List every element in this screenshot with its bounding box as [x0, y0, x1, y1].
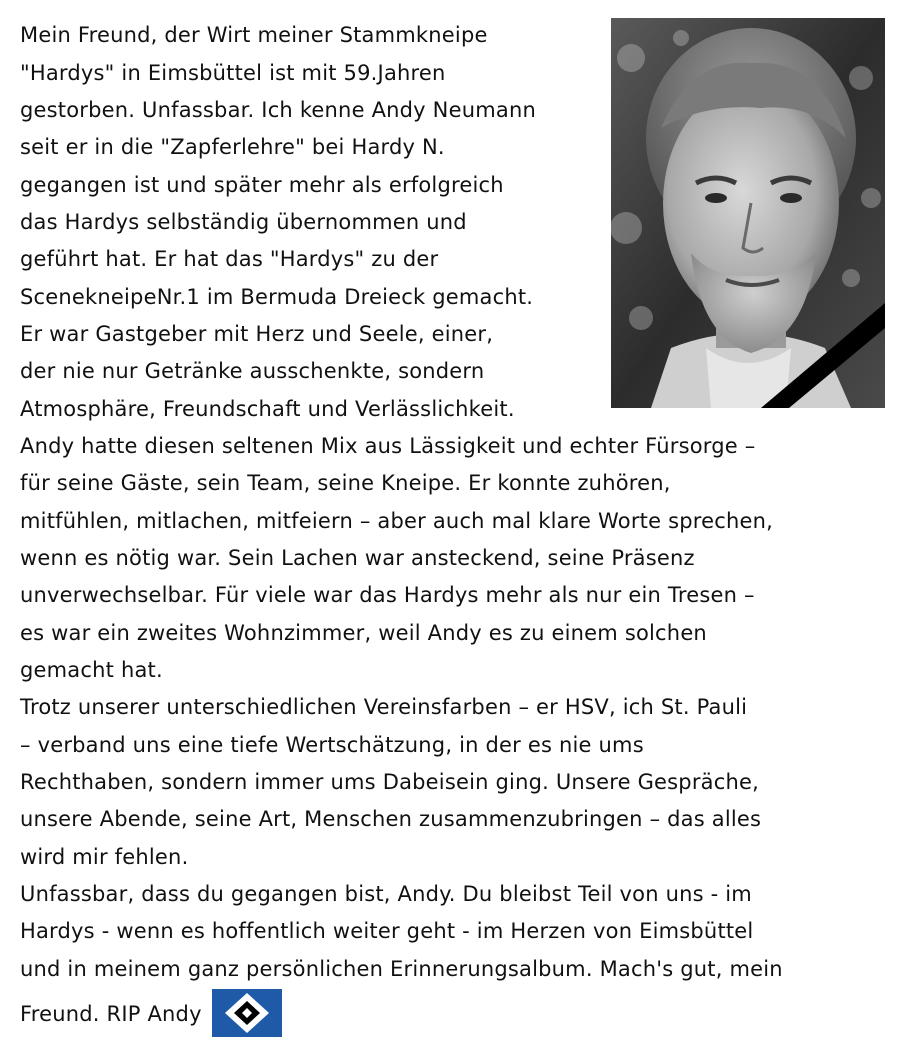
text-line: gemacht hat.: [20, 658, 163, 682]
text-line-final: [20, 991, 282, 1039]
text-line: Atmosphäre, Freundschaft und Verlässlichkeit.: [20, 397, 515, 421]
text-line: mitfühlen, mitlachen, mitfeiern – aber auch mal klare Worte sprechen,: [20, 509, 774, 533]
text-line: wenn es nötig war. Sein Lachen war ansteckend, seine Präsenz: [20, 546, 695, 570]
text-line: Er war Gastgeber mit Herz und Seele, einer,: [20, 322, 494, 346]
hsv-diamond-icon: [212, 989, 282, 1037]
portrait-photo: [611, 18, 885, 408]
text-line: das Hardys selbständig übernommen und: [20, 210, 467, 234]
text-line: unverwechselbar. Für viele war das Hardys mehr als nur ein Tresen –: [20, 583, 755, 607]
text-line: Unfassbar, dass du gegangen bist, Andy. Du bleibst Teil von uns - im: [20, 882, 752, 906]
text-line: gestorben. Unfassbar. Ich kenne Andy Neumann: [20, 98, 536, 122]
text-line: wird mir fehlen.: [20, 845, 189, 869]
text-line: Rechthaben, sondern immer ums Dabeisein ging. Unsere Gespräche,: [20, 770, 759, 794]
text-line: und in meinem ganz persönlichen Erinnerungsalbum. Mach's gut, mein: [20, 957, 783, 981]
text-line: "Hardys" in Eimsbüttel ist mit 59.Jahren: [20, 61, 446, 85]
text-line: geführt hat. Er hat das "Hardys" zu der: [20, 247, 439, 271]
text-line: es war ein zweites Wohnzimmer, weil Andy es zu einem solchen: [20, 621, 707, 645]
text-line: der nie nur Getränke ausschenkte, sondern: [20, 359, 485, 383]
closing-text: Freund. RIP Andy: [20, 1002, 202, 1026]
text-line: – verband uns eine tiefe Wertschätzung, in der es nie ums: [20, 733, 644, 757]
text-line: für seine Gäste, sein Team, seine Kneipe. Er konnte zuhören,: [20, 471, 671, 495]
text-line: Mein Freund, der Wirt meiner Stammkneipe: [20, 23, 488, 47]
text-line: seit er in die "Zapferlehre" bei Hardy N.: [20, 135, 445, 159]
text-line: Hardys - wenn es hoffentlich weiter geht - im Herzen von Eimsbüttel: [20, 919, 754, 943]
text-line: ScenekneipeNr.1 im Bermuda Dreieck gemacht.: [20, 285, 534, 309]
text-line: gegangen ist und später mehr als erfolgreich: [20, 173, 504, 197]
text-line: unsere Abende, seine Art, Menschen zusammenzubringen – das alles: [20, 807, 762, 831]
text-line: Trotz unserer unterschiedlichen Vereinsfarben – er HSV, ich St. Pauli: [20, 695, 748, 719]
text-line: Andy hatte diesen seltenen Mix aus Lässigkeit und echter Fürsorge –: [20, 434, 756, 458]
